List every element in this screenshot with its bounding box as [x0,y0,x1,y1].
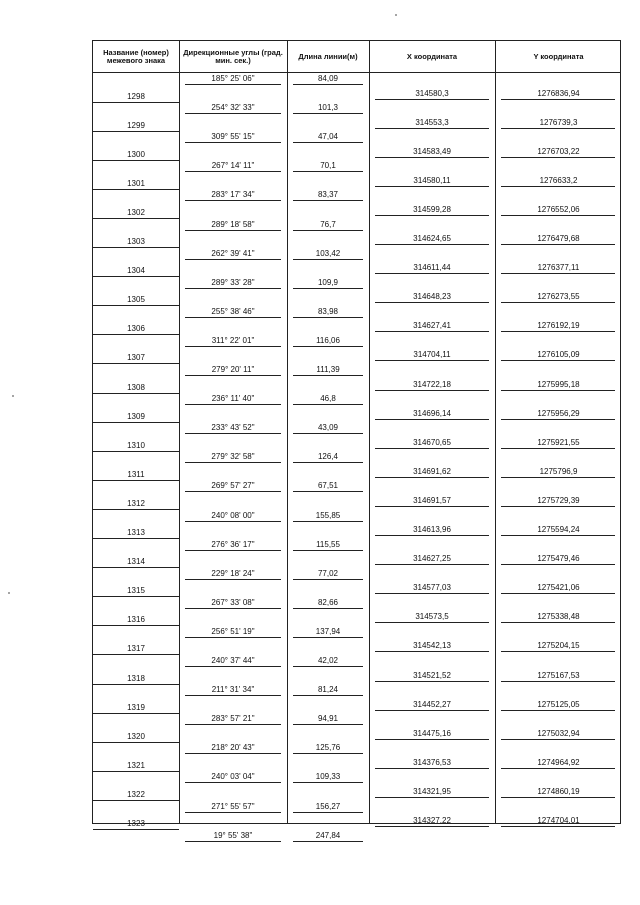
row-divider [293,491,363,492]
segment-angle: 289° 18' 58" [211,219,255,229]
row-divider [501,419,615,420]
point-x: 314376,53 [413,757,451,767]
row-divider [293,113,363,114]
segment-length: 46,8 [320,394,336,404]
row-divider [375,419,489,420]
row-divider [185,782,281,783]
row-divider [375,593,489,594]
row-divider [93,800,179,801]
point-name: 1308 [127,382,145,392]
row-divider [185,462,281,463]
segment-angle: 267° 33' 08" [211,597,255,607]
row-divider [501,448,615,449]
row-divider [93,654,179,655]
row-divider [375,99,489,100]
row-divider [293,404,363,405]
row-divider [293,433,363,434]
row-divider [501,535,615,536]
row-divider [501,390,615,391]
row-divider [185,491,281,492]
point-name: 1307 [127,353,145,363]
row-divider [93,131,179,132]
segment-angle: 185° 25' 06" [211,74,255,83]
point-name: 1299 [127,120,145,130]
row-divider [185,433,281,434]
point-y: 1275167,53 [537,670,580,680]
point-y: 1276192,19 [537,321,580,331]
point-y: 1275125,05 [537,699,580,709]
row-divider [293,550,363,551]
segment-length: 111,39 [316,365,340,374]
row-divider [185,346,281,347]
segment-length: 155,85 [315,510,341,520]
row-divider [375,681,489,682]
segment-angle: 283° 57' 21" [211,714,255,724]
row-divider [375,710,489,711]
row-divider [375,651,489,652]
row-divider [375,360,489,361]
point-y: 1276836,94 [537,88,580,98]
row-divider [185,724,281,725]
row-divider [185,812,281,813]
header-length: Длина линии(м) [298,51,358,61]
row-divider [293,346,363,347]
point-y: 1276105,09 [537,350,580,360]
row-divider [375,244,489,245]
segment-length: 82,66 [317,597,339,607]
row-divider [501,273,615,274]
row-divider [185,579,281,580]
point-y: 1275421,06 [537,583,580,593]
segment-angle: 240° 08' 00" [211,510,255,520]
row-divider [185,171,281,172]
row-divider [93,276,179,277]
point-x: 314321,95 [413,786,451,796]
segment-angle: 236° 11' 40" [211,394,255,404]
row-divider [375,797,489,798]
row-divider [501,797,615,798]
row-divider [375,128,489,129]
row-divider [501,593,615,594]
row-divider [93,160,179,161]
row-divider [93,480,179,481]
header-angle: Дирекционные углы (град. мин. сек.) [183,47,283,65]
row-divider [293,375,363,376]
segment-length: 83,37 [317,190,339,200]
row-divider [501,506,615,507]
point-y: 1275921,55 [537,437,580,447]
segment-angle: 289° 33' 28" [211,277,255,287]
row-divider [501,739,615,740]
row-divider [375,622,489,623]
row-divider [293,142,363,143]
point-x: 314542,13 [413,641,451,651]
row-divider [293,637,363,638]
segment-length: 137,94 [315,626,341,636]
point-y: 1275204,15 [537,641,580,651]
row-divider [185,637,281,638]
point-x: 314583,49 [413,146,451,156]
row-divider [93,713,179,714]
point-x: 314611,44 [413,263,451,273]
point-x: 314599,28 [413,204,451,214]
row-divider [93,596,179,597]
row-divider [293,579,363,580]
segment-length: 116,06 [316,335,340,345]
point-name: 1317 [127,644,145,654]
segment-length: 81,24 [317,685,339,695]
row-divider [293,724,363,725]
row-divider [375,390,489,391]
row-divider [93,451,179,452]
point-y: 1275479,46 [537,554,580,564]
point-name: 1312 [127,498,145,508]
segment-length: 47,04 [317,132,339,142]
row-divider [501,331,615,332]
row-divider [501,302,615,303]
row-divider [375,564,489,565]
row-divider [185,550,281,551]
row-divider [93,363,179,364]
row-divider [93,742,179,743]
row-divider [185,695,281,696]
row-divider [185,375,281,376]
row-divider [501,128,615,129]
point-y: 1276273,55 [537,292,580,302]
segment-length: 126,4 [317,452,339,462]
segment-length: 247,84 [315,830,341,840]
row-divider [501,622,615,623]
row-divider [293,288,363,289]
row-divider [293,200,363,201]
row-divider [501,244,615,245]
segment-angle: 256° 51' 19" [211,626,255,636]
segment-length: 67,51 [317,481,339,491]
segment-angle: 311° 22' 01" [211,335,255,345]
row-divider [185,317,281,318]
row-divider [185,841,281,842]
row-divider [375,302,489,303]
point-x: 314327,22 [413,816,451,826]
point-name: 1298 [127,91,145,101]
row-divider [293,666,363,667]
segment-length: 83,98 [317,306,339,316]
point-y: 1275729,39 [537,495,580,505]
point-name: 1306 [127,324,145,334]
row-divider [185,666,281,667]
point-name: 1314 [127,557,145,567]
segment-length: 109,33 [315,772,341,782]
point-name: 1303 [127,237,145,247]
header-y: Y координата [533,51,584,61]
row-divider [93,829,179,830]
point-x: 314573,5 [415,612,449,622]
segment-angle: 211° 31' 34" [211,685,255,695]
row-divider [185,84,281,85]
point-x: 314691,62 [413,466,451,476]
segment-angle: 269° 57' 27" [211,481,255,491]
segment-angle: 267° 14' 11" [211,161,255,171]
row-divider [293,230,363,231]
row-divider [93,567,179,568]
row-divider [375,739,489,740]
point-name: 1304 [127,266,145,276]
row-divider [93,334,179,335]
point-x: 314627,41 [413,321,451,331]
segment-angle: 283° 17' 34" [211,190,255,200]
row-divider [375,273,489,274]
row-divider [293,753,363,754]
point-name: 1310 [127,440,145,450]
point-x: 314670,65 [413,437,451,447]
point-y: 1275594,24 [537,525,580,535]
point-name: 1316 [127,615,145,625]
segment-angle: 271° 55' 57" [211,801,255,811]
row-divider [185,753,281,754]
point-name: 1323 [127,819,145,829]
point-name: 1321 [127,760,145,770]
segment-length: 103,42 [315,248,341,258]
point-x: 314475,16 [413,728,451,738]
row-divider [501,564,615,565]
point-y: 1276633,2 [539,175,578,185]
row-divider [293,608,363,609]
row-divider [93,771,179,772]
point-x: 314553,3 [415,117,449,127]
point-y: 1275995,18 [537,379,580,389]
scan-speck [395,14,397,16]
row-divider [293,84,363,85]
row-divider [293,259,363,260]
point-name: 1305 [127,295,145,305]
point-name: 1309 [127,411,145,421]
row-divider [185,259,281,260]
point-x: 314648,23 [413,292,451,302]
row-divider [375,477,489,478]
scan-speck [12,395,14,397]
row-divider [93,247,179,248]
segment-angle: 233° 43' 52" [211,423,255,433]
row-divider [93,684,179,685]
row-divider [501,477,615,478]
segment-angle: 229° 18' 24" [211,568,255,578]
row-divider [185,200,281,201]
row-divider [501,360,615,361]
row-divider [375,826,489,827]
row-divider [501,826,615,827]
segment-length: 115,55 [316,539,340,549]
segment-angle: 309° 55' 15" [211,132,255,142]
row-divider [293,462,363,463]
segment-angle: 254° 32' 33" [211,103,255,113]
row-divider [185,608,281,609]
point-name: 1319 [127,702,145,712]
segment-angle: 218° 20' 43" [211,743,255,753]
row-divider [93,305,179,306]
row-divider [93,422,179,423]
row-divider [185,142,281,143]
segment-angle: 262° 39' 41" [211,248,255,258]
point-y: 1276377,11 [537,263,580,273]
segment-length: 42,02 [317,656,339,665]
row-divider [501,768,615,769]
row-divider [93,625,179,626]
row-divider [293,521,363,522]
point-name: 1318 [127,673,145,683]
row-divider [375,331,489,332]
point-y: 1275032,94 [537,728,580,738]
segment-length: 101,3 [317,103,339,113]
segment-length: 156,27 [315,801,341,811]
row-divider [93,393,179,394]
point-name: 1311 [127,469,145,479]
point-x: 314452,27 [413,699,451,709]
point-x: 314580,11 [413,175,451,185]
point-y: 1275796,9 [539,466,578,476]
point-x: 314613,96 [413,525,451,535]
point-x: 314624,65 [413,234,451,244]
point-x: 314627,25 [413,554,451,564]
segment-length: 94,91 [317,714,339,724]
segment-angle: 255° 38' 46" [211,306,255,316]
segment-length: 43,09 [317,423,339,433]
scan-speck [8,592,10,594]
row-divider [185,521,281,522]
row-divider [293,841,363,842]
row-divider [501,215,615,216]
segment-angle: 279° 20' 11" [211,365,255,374]
point-x: 314696,14 [413,408,451,418]
segment-angle: 240° 37' 44" [211,656,255,665]
row-divider [93,218,179,219]
row-divider [185,288,281,289]
segment-angle: 19° 55' 38" [213,830,253,840]
row-divider [185,113,281,114]
segment-length: 70,1 [320,161,336,171]
row-divider [293,695,363,696]
row-divider [185,230,281,231]
segment-angle: 276° 36' 17" [211,539,255,549]
point-y: 1274860,19 [537,786,580,796]
row-divider [293,171,363,172]
row-divider [501,651,615,652]
row-divider [293,812,363,813]
point-name: 1300 [127,149,145,159]
row-divider [501,186,615,187]
point-y: 1274704,01 [537,816,580,826]
segment-length: 76,7 [320,219,336,229]
point-name: 1320 [127,731,145,741]
point-x: 314580,3 [415,88,449,98]
row-divider [93,538,179,539]
segment-length: 125,76 [315,743,341,753]
row-divider [375,157,489,158]
segment-angle: 240° 03' 04" [211,772,255,782]
row-divider [501,157,615,158]
row-divider [293,317,363,318]
point-x: 314521,52 [413,670,451,680]
point-y: 1275956,29 [537,408,580,418]
row-divider [375,506,489,507]
row-divider [93,189,179,190]
segment-angle: 279° 32' 58" [211,452,255,462]
header-x: X координата [406,51,458,61]
point-y: 1276739,3 [539,117,578,127]
point-x: 314722,18 [413,379,451,389]
segment-length: 84,09 [317,74,339,83]
point-name: 1322 [127,789,145,799]
point-x: 314577,03 [413,583,451,593]
point-y: 1275338,48 [537,612,580,622]
row-divider [375,535,489,536]
segment-length: 109,9 [317,277,339,287]
row-divider [501,681,615,682]
row-divider [501,710,615,711]
row-divider [375,768,489,769]
point-y: 1276703,22 [537,146,580,156]
point-x: 314691,57 [413,495,451,505]
row-divider [375,186,489,187]
row-divider [293,782,363,783]
header-name: Название (номер) межевого знака [103,47,169,65]
point-y: 1276479,68 [537,234,580,244]
point-name: 1301 [127,178,145,188]
row-divider [375,448,489,449]
row-divider [501,99,615,100]
row-divider [93,102,179,103]
segment-length: 77,02 [317,568,339,578]
point-y: 1274964,92 [537,757,580,767]
point-name: 1313 [127,528,145,538]
point-name: 1315 [127,586,145,596]
row-divider [375,215,489,216]
row-divider [93,509,179,510]
table-header [93,41,620,73]
coordinates-table [92,40,621,840]
point-x: 314704,11 [413,350,451,360]
point-y: 1276552,06 [537,204,580,214]
point-name: 1302 [127,207,145,217]
row-divider [185,404,281,405]
